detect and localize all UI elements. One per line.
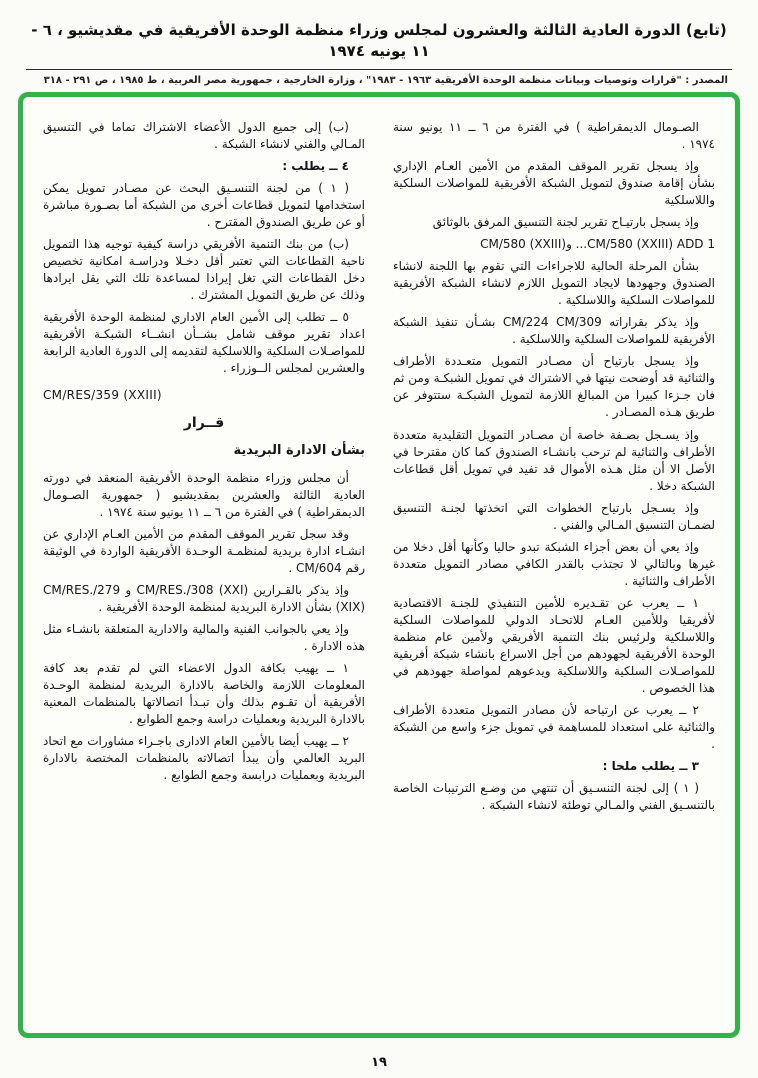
paragraph: وإذ يذكر بقراراته CM/224 CM/309 بشـأن تنفيذ الشبكة الأفريقية للمواصلات السلكية واللاسلكية . bbox=[393, 315, 715, 347]
sub-clause: ( ١ ) من لجنة التنسـيق البحث عن مصـادر تمويل يمكن استخدامها لتمويل قطاعات أخرى من الشبكة أما بصـورة مباشرة أو عن طريق الصندوق المقترح . bbox=[43, 181, 365, 230]
sub-clause: (ب) من بنك التنمية الأفريقي دراسة كيفية توجيه هذا التمويل ناحية القطاعات التي تعتبر أقل دخـلا ودراسـة امكانية تخصيص دخل القطاعات التي تغل إيرادا لمساعدة تلك التي يقل ايرادها وذلك عن طريق التمويل المشترك . bbox=[43, 237, 365, 303]
paragraph: وإذ يذكر بالقـرارين CM/RES./308 (XXI) و CM/RES./279 (XIX) بشأن الادارة البريدية لمنظمة الوحدة الأفريقية . bbox=[43, 582, 365, 615]
resolution-heading: قــرار bbox=[183, 415, 225, 432]
page-number: ١٩ bbox=[371, 1055, 387, 1070]
paragraph: أن مجلس وزراء منظمة الوحدة الأفريقية المنعقد في دورته العادية الثالثة والعشرين بمقديشيو ( جمهورية الصـومال الديمقراطية ) في الفترة من ٦ ــ ١١ يونيو سنة ١٩٧٤ . bbox=[43, 470, 365, 519]
paragraph: وإذ يسـجل بصـفة خاصة أن مصـادر التمويل التقليدية متعددة الأطراف والثنائية لم ترحب بانشـاء الصندوق كما كان مقترحا في الأصل الا أن مثل هـذه الأموال قد تفيد في تمويل أقل قطاعات الشبكة دخلا . bbox=[393, 427, 715, 493]
two-column-layout bbox=[23, 97, 735, 1033]
paragraph: وقد سجل تقرير الموقف المقدم من الأمين العـام الإداري عن انشـاء ادارة بريدية لمنظمـة الوحـدة الأفريقية الواردة في الوثيقة رقم CM/604 . bbox=[43, 526, 365, 575]
sub-clause: ( ١ ) إلى لجنة التنسـيق أن تنتهي من وضـع الترتيبات الخاصة بالتنسـيق الفني والمـالي توطئة لانشاء الشبكة . bbox=[393, 781, 715, 813]
paragraph: وإذ يعي أن بعض أجزاء الشبكة تبدو حاليا وكأنها أقل دخلا من غيرها وبالتالي لا تجتذب بالقدر الكافي مصادر التمويل متعددة الأطراف والثنائية . bbox=[393, 539, 715, 588]
numbered-clause: ٥ ــ تطلب إلى الأمين العام الاداري لمنظمة الوحدة الأفريقية اعداد تقرير موقف شامل بشــأن انشــاء الشبكـة الأفريقية للمواصـلات السلكية واللاسلكية لتقديمه إلى الدورة العادية الرابعة والعشرين لمجلس الــوزراء . bbox=[43, 310, 365, 376]
paragraph: بشأن المرحلة الحالية للاجراءات التي تقوم بها اللجنة لانشاء الصندوق وجهودها لايجاد التمويل اللازم لانشاء الشبكة الأفريقية للمواصلات السلكية واللاسلكية . bbox=[393, 259, 715, 308]
page-header bbox=[0, 0, 758, 88]
paragraph: وإذ يسـجل بارتياح الخطوات التي اتخذتها لجنـة التنسيق لضمـان التنسيق المـالي والفني . bbox=[393, 500, 715, 532]
numbered-clause: ١ ــ يهيب بكافة الدول الاعضاء التي لم تقدم بعد كافة المعلومات اللازمة والخاصة بالادارة البريدية لمنظمة الوحـدة الأفريقية أن تقـوم بذلك وأن تبـدأ اتصالاتها بالمنظمات المعنية بالادارة البريدية وبعمليات دراسة وجمع الطوابع . bbox=[43, 661, 365, 727]
paragraph: الصـومال الديمقراطية ) في الفترة من ٦ ــ ١١ يونيو سنة ١٩٧٤ . bbox=[393, 120, 715, 152]
content-border-box bbox=[18, 92, 740, 1038]
paragraph: وإذ يسجل تقرير الموقف المقدم من الأمين العـام الإداري بشأن إقامة صندوق لتمويل الشبكة الأفريقية للمواصلات السلكية واللاسلكية bbox=[393, 159, 715, 208]
header-divider bbox=[26, 69, 732, 70]
numbered-clause: ٤ ــ يطلب : bbox=[282, 159, 349, 174]
left-column bbox=[43, 119, 365, 1023]
page-header-title: (تابع) الدورة العادية الثالثة والعشرون لمجلس وزراء منظمة الوحدة الأفريقية في مقديشيو ، ٦ - ١١ يونيه ١٩٧٤ bbox=[31, 21, 727, 60]
numbered-clause: ٢ ــ يهيب أيضا بالأمين العام الادارى باجـراء مشاورات مع اتحاد البريد العالمي وأن يبدأ اتصالاته بالمنظمات المختصة بالادارة البريدية وبعمليات درابسة وجمع الطوابع . bbox=[43, 734, 365, 783]
paragraph: وإذ يسجل بارتيـاح تقرير لجنة التنسيق المرفق بالوثائق bbox=[432, 215, 699, 230]
right-column bbox=[393, 119, 715, 1023]
document-reference: CM/RES/359 (XXIII) bbox=[43, 388, 162, 403]
document-reference: CM/580 (XXIII) ADD 1... وCM/580 (XXIII) bbox=[480, 237, 715, 252]
paragraph: وإذ يعي بالجوانب الفنية والمالية والادارية المتعلقة بانشـاء مثل هذه الادارة . bbox=[43, 622, 365, 654]
numbered-clause: ٢ ــ يعرب عن ارتياحه لأن مصادر التمويل متعددة الأطراف والثنائية على استعداد للمساهمة في تمويل جزء واسع من الشبكة . bbox=[393, 702, 715, 752]
numbered-clause: ٣ ــ يطلب ملحا : bbox=[602, 759, 699, 774]
sub-clause: (ب) إلى جميع الدول الأعضاء الاشتراك تماما في التنسيق المـالي والفني لانشاء الشبكة . bbox=[43, 120, 365, 152]
paragraph: وإذ يسجل بارتياح أن مصـادر التمويل متعـددة الأطراف والثنائية قد أوضحت نيتها في الاشتراك في تمويل الشبكـة ومن ثم فان جـزءا كبيرا من المبالغ اللازمة لتمويل الشبكـة ستتوفر عن طريق هـذه المصـادر . bbox=[393, 354, 715, 420]
numbered-clause: ١ ــ يعرب عن تقـديره للأمين التنفيذي للجنـة الاقتصادية لأفريقيا وللأمين العـام للاتحـاد الدولي للمواصلات السلكية واللاسلكية ولرئيس بنك التنمية الأفريقي ولأمين عام منظمة الوحدة الأفريقية لجهودهم من أجل الاسراع بانشاء شبكة أفريقية للمواصـلات السلكية واللاسلكية ويدعوهم لمواصلة جهودهم في هذا الخصوص . bbox=[393, 595, 715, 695]
resolution-subheading: بشأن الادارة البريدية bbox=[233, 443, 365, 459]
source-citation: المصدر : "قرارات وتوصيات وبيانات منظمة الوحدة الأفريقية ١٩٦٣ - ١٩٨٣" ، وزارة الخارجية ، جمهورية مصر العربية ، ط ١٩٨٥ ، ص ٢٩١ - ٣١٨ bbox=[43, 75, 728, 86]
